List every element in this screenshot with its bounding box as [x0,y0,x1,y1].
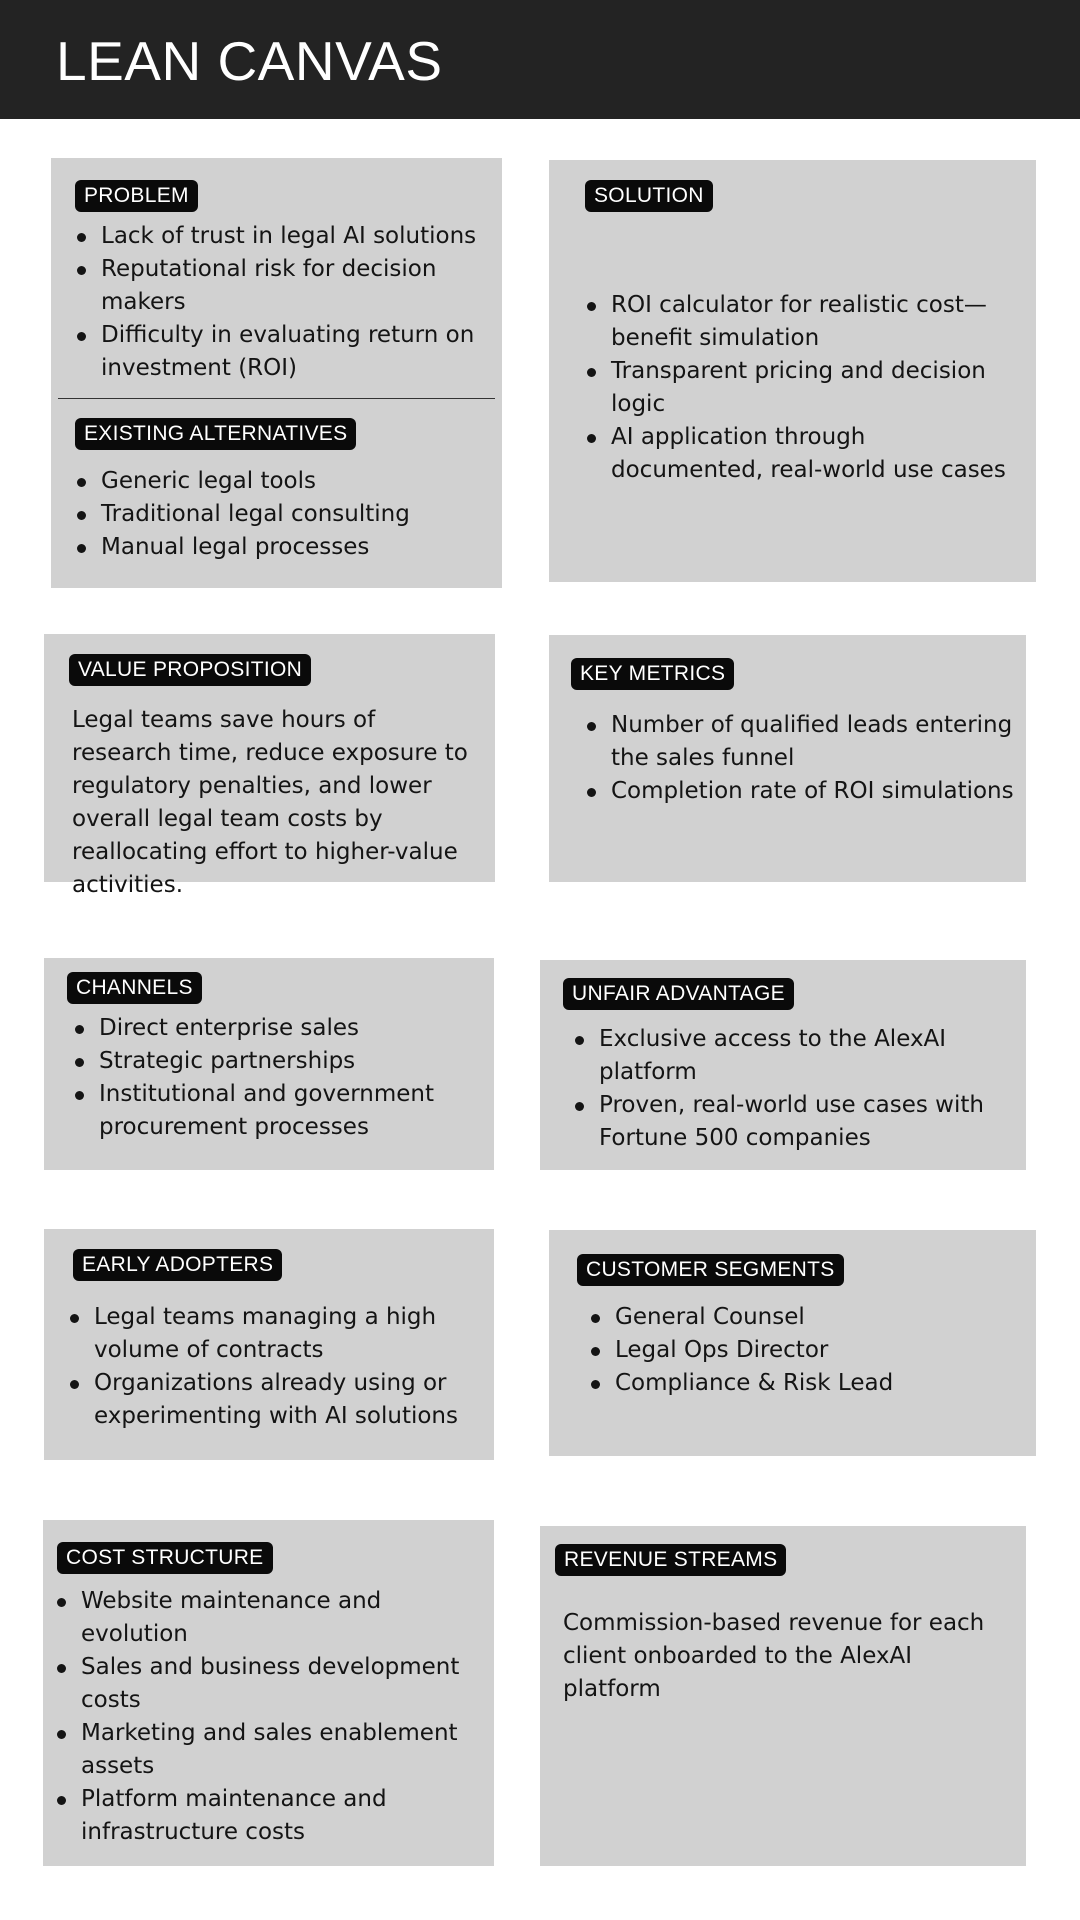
list-item: Legal teams managing a high volume of contracts [68,1301,478,1367]
early-adopters-list [68,1301,478,1433]
cost-structure-list [55,1585,475,1849]
list-item: Marketing and sales enablement assets [55,1717,475,1783]
list-item: Traditional legal consulting [75,498,485,531]
list-item: Lack of trust in legal AI solutions [75,220,485,253]
cost-structure-card [43,1520,494,1866]
revenue-streams-card [540,1526,1026,1866]
customer-segments-label: CUSTOMER SEGMENTS [577,1254,844,1286]
list-item: Platform maintenance and infrastructure costs [55,1783,475,1849]
list-item: Strategic partnerships [73,1045,483,1078]
solution-card [549,160,1036,582]
solution-label: SOLUTION [585,180,713,212]
list-item: Generic legal tools [75,465,485,498]
list-item: Institutional and government procurement processes [73,1078,483,1144]
customer-segments-card [549,1230,1036,1456]
problem-label: PROBLEM [75,180,198,212]
key-metrics-label: KEY METRICS [571,658,734,690]
key-metrics-card [549,635,1026,882]
existing-alternatives-label: EXISTING ALTERNATIVES [75,418,356,450]
solution-list [585,289,1015,487]
list-item: Exclusive access to the AlexAI platform [573,1023,1021,1089]
list-item: Organizations already using or experimenting with AI solutions [68,1367,478,1433]
revenue-streams-label: REVENUE STREAMS [555,1544,786,1576]
problem-list [75,220,485,385]
existing-alternatives-list [75,465,485,564]
list-item: General Counsel [589,1301,1019,1334]
list-item: Sales and business development costs [55,1651,475,1717]
channels-list [73,1012,483,1144]
list-item: Transparent pricing and decision logic [585,355,1015,421]
unfair-advantage-list [573,1023,1021,1155]
channels-label: CHANNELS [67,972,202,1004]
customer-segments-list [589,1301,1019,1400]
list-item: Manual legal processes [75,531,485,564]
early-adopters-card [44,1229,494,1460]
list-item: Completion rate of ROI simulations [585,775,1015,808]
key-metrics-list [585,709,1015,808]
list-item: Reputational risk for decision makers [75,253,485,319]
cost-structure-label: COST STRUCTURE [57,1542,273,1574]
page-title: LEAN CANVAS [56,30,443,92]
early-adopters-label: EARLY ADOPTERS [73,1249,282,1281]
unfair-advantage-label: UNFAIR ADVANTAGE [563,978,794,1010]
value-proposition-label: VALUE PROPOSITION [69,654,311,686]
list-item: AI application through documented, real-world use cases [585,421,1015,487]
section-divider [58,398,495,399]
list-item: Legal Ops Director [589,1334,1019,1367]
value-proposition-text: Legal teams save hours of research time, reduce exposure to regulatory penalties, and lower overall legal team costs by reallocating effort to higher-value activities. [72,707,468,898]
list-item: Proven, real-world use cases with Fortune 500 companies [573,1089,1021,1155]
channels-card [44,958,494,1170]
problem-card [51,158,502,588]
header-bar [0,0,1080,119]
list-item: Direct enterprise sales [73,1012,483,1045]
list-item: Difficulty in evaluating return on investment (ROI) [75,319,485,385]
unfair-advantage-card [540,960,1026,1170]
list-item: ROI calculator for realistic cost—benefit simulation [585,289,1015,355]
value-proposition-card [44,634,495,898]
revenue-streams-text: Commission-based revenue for each client onboarded to the AlexAI platform [563,1610,985,1702]
list-item: Number of qualified leads entering the sales funnel [585,709,1015,775]
list-item: Website maintenance and evolution [55,1585,475,1651]
list-item: Compliance & Risk Lead [589,1367,1019,1400]
